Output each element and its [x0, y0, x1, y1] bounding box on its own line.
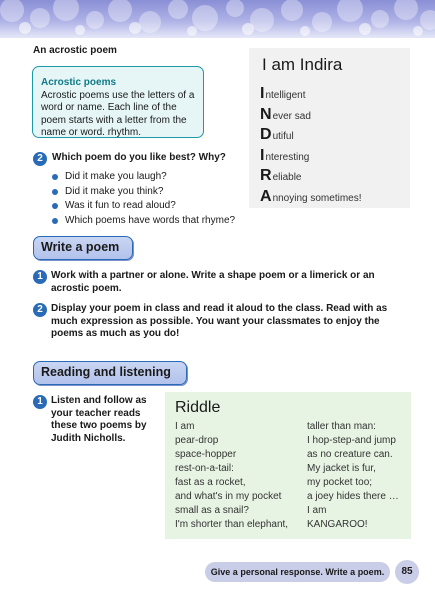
task-text: Display your poem in class and read it aloud to the class. Read with as much expression as possible. You want your classmates to enjoy the poems as much as you do!: [51, 303, 388, 339]
bubble-pattern-icon: [0, 0, 435, 38]
riddle-left-column: [175, 420, 307, 532]
bullet-item: Which poems have words that rhyme?: [52, 214, 235, 229]
reading-task-1: [33, 395, 161, 445]
acrostic-line: [260, 187, 410, 208]
acrostic-word-rest: nnoying sometimes!: [272, 192, 362, 204]
acrostic-word-rest: utiful: [272, 131, 294, 142]
section-header-write-a-poem: Write a poem: [33, 236, 133, 260]
riddle-line: fast as a rocket,: [175, 477, 246, 488]
riddle-line: My jacket is fur,: [307, 463, 376, 474]
acrostic-poem-card: [249, 48, 410, 208]
task-text: Work with a partner or alone. Write a shape poem or a limerick or an acrostic poem.: [51, 270, 375, 294]
riddle-line: I hop-step-and jump: [307, 435, 396, 446]
decorative-header-band: [0, 0, 435, 38]
question-which-poem: [33, 152, 226, 166]
step-number-badge: 1: [33, 395, 47, 409]
step-number-badge: 1: [33, 270, 47, 284]
riddle-poem-card: [165, 392, 411, 539]
definition-text: Acrostic poems use the letters of a word or name. Each line of the poem starts with a letter from the name or word. rhythm.: [41, 90, 195, 139]
bullet-item: Did it make you laugh?: [52, 170, 235, 185]
riddle-line: I am: [175, 421, 195, 432]
acrostic-letter: A: [260, 187, 272, 205]
riddle-line: I am: [307, 505, 327, 516]
question-bullet-list: [52, 170, 235, 228]
task-text: Listen and follow as your teacher reads these two poems by Judith Nicholls.: [51, 395, 147, 444]
acrostic-line: [260, 166, 410, 187]
page-number: 85: [395, 560, 419, 584]
riddle-line: space-hopper: [175, 449, 237, 460]
acrostic-letter: D: [260, 126, 272, 143]
acrostic-word-rest: ntelligent: [265, 90, 306, 101]
step-number-badge: 2: [33, 303, 47, 317]
acrostic-line: [260, 105, 410, 126]
riddle-line: pear-drop: [175, 435, 219, 446]
riddle-line: a joey hides there …: [307, 491, 399, 502]
section-header-reading-and-listening: Reading and listening: [33, 361, 187, 385]
acrostic-letter: I: [260, 146, 265, 164]
riddle-line: KANGAROO!: [307, 519, 368, 530]
definition-title: Acrostic poems: [41, 77, 117, 88]
acrostic-letter: I: [260, 85, 265, 102]
riddle-title: Riddle: [175, 399, 221, 416]
riddle-line: as no creature can.: [307, 449, 393, 460]
bullet-item: Did it make you think?: [52, 185, 235, 200]
acrostic-word-rest: ever sad: [272, 110, 311, 122]
acrostic-line: [260, 125, 410, 146]
write-task-1: [33, 270, 413, 295]
acrostic-word-rest: nteresting: [265, 151, 310, 163]
step-number-badge: 2: [33, 152, 47, 166]
riddle-line: small as a snail?: [175, 505, 249, 516]
section-heading-acrostic: An acrostic poem: [33, 45, 117, 56]
write-task-2: [33, 303, 413, 341]
riddle-right-column: [307, 420, 399, 532]
riddle-columns: [175, 420, 411, 532]
riddle-line: my pocket too;: [307, 477, 373, 488]
acrostic-letter: N: [260, 105, 272, 123]
riddle-line: taller than man:: [307, 421, 376, 432]
acrostic-letter: R: [260, 167, 272, 184]
bullet-item: Was it fun to read aloud?: [52, 199, 235, 214]
definition-box: [32, 66, 204, 138]
acrostic-word-rest: eliable: [272, 172, 302, 183]
riddle-line: and what's in my pocket: [175, 491, 282, 502]
acrostic-line: [260, 84, 410, 105]
poem-title: I am Indira: [262, 55, 343, 74]
riddle-line: rest-on-a-tail:: [175, 463, 234, 474]
acrostic-line: [260, 146, 410, 167]
footer-tagline: Give a personal response. Write a poem.: [205, 562, 390, 582]
riddle-line: I'm shorter than elephant,: [175, 519, 289, 530]
question-text: Which poem do you like best? Why?: [52, 152, 226, 163]
